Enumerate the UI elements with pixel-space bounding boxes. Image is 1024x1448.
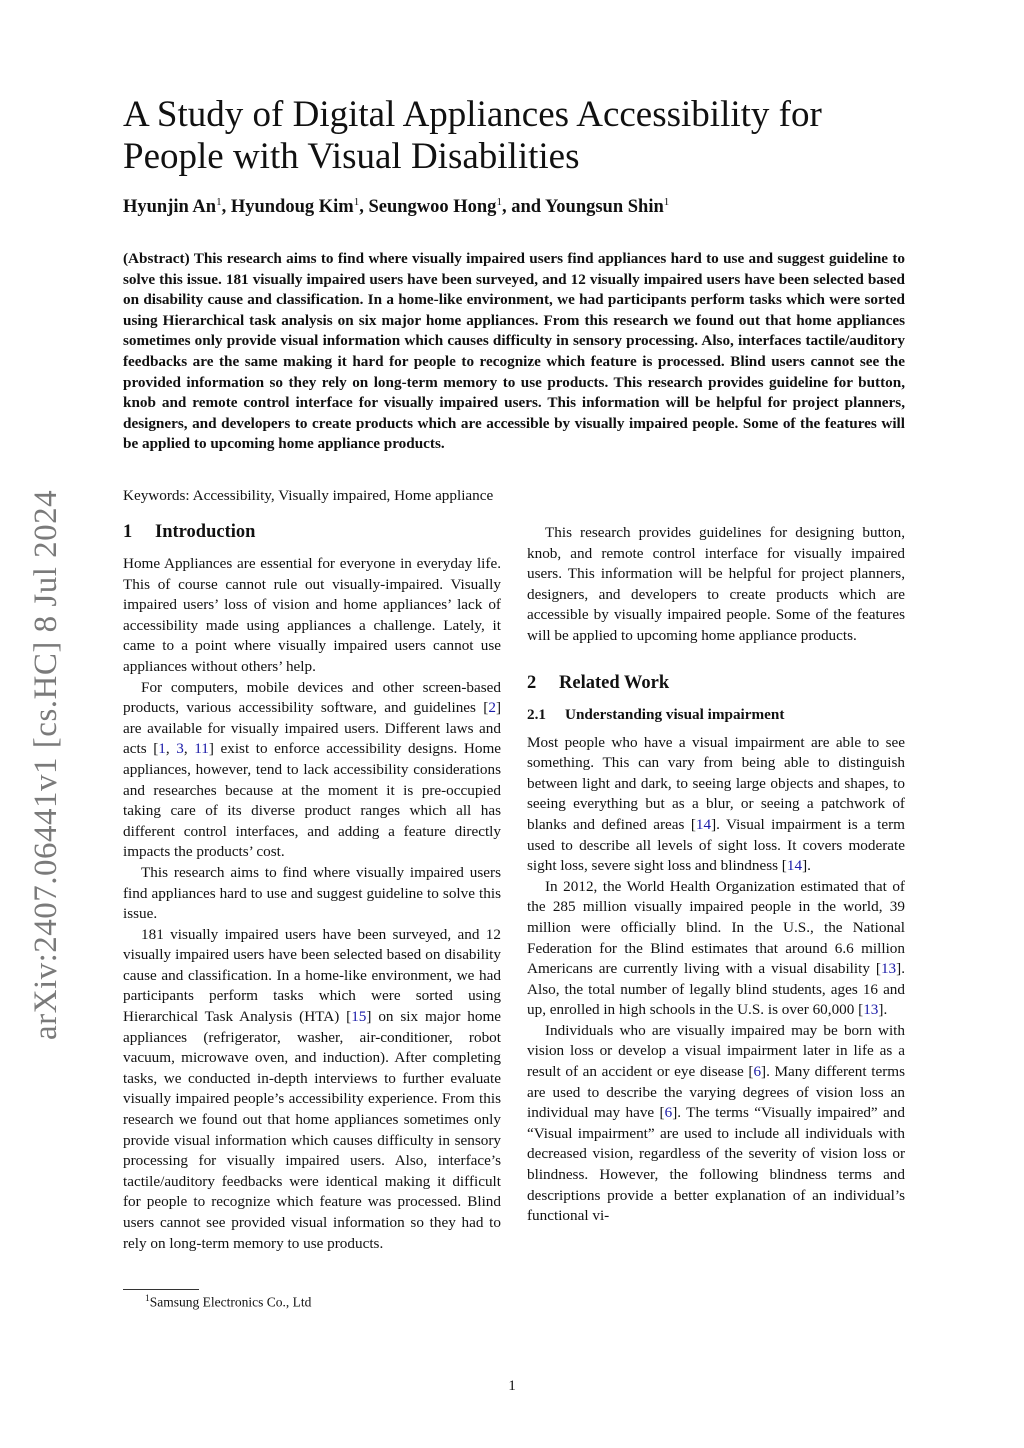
paragraph: This research provides guidelines for designing button, knob, and remote control interface for visually impaired users. This information will be helpful for project planners, designers, and developers to create products which are accessible by visually impaired people. Some of the features will be applied to upcoming home appliance products. — [527, 524, 905, 644]
paper-title: A Study of Digital Appliances Accessibility for People with Visual Disabilities — [123, 94, 822, 177]
citation-link[interactable]: 11 — [194, 740, 209, 758]
paragraph: This research aims to find where visually impaired users find appliances hard to use and suggest guideline to solve this issue. — [123, 863, 501, 923]
paragraph: Home Appliances are essential for everyone in everyday life. This of course cannot rule out visually-impaired. Visually impaired users’ loss of vision and home appliances’ lack of accessibility made using appliances a challenge. Lately, it came to a point where visually impaired users cannot use appliances without others’ help. — [123, 555, 501, 675]
footnote-text: Samsung Electronics Co., Ltd — [149, 1294, 312, 1310]
author-name: Hyunjin An — [123, 197, 217, 218]
subsection-number: 2.1 — [527, 705, 546, 723]
footnote-divider — [123, 1289, 199, 1290]
section-number: 2 — [527, 672, 537, 693]
citation-link[interactable]: 6 — [664, 1104, 673, 1122]
author-name: Youngsun Shin — [544, 197, 664, 218]
section-number: 1 — [123, 522, 133, 542]
section-heading-introduction — [123, 520, 501, 544]
author-name: Hyundoug Kim — [230, 197, 354, 218]
citation-link[interactable]: 13 — [863, 1001, 879, 1019]
left-column — [123, 520, 501, 1254]
section-heading-related-work — [527, 671, 905, 695]
paragraph: In 2012, the World Health Organization estimated that of the 285 million visually impaired people in the world, 39 million were officially blind. In the U.S., the National Federation for the Blind estimates that around 6.6 million Americans are currently living with a visual disability [13]. Also, the total number of legally blind students, ages 16 and up, enrolled in high schools in the U.S. is over 60,000 [13]. — [527, 877, 905, 1019]
paragraph: For computers, mobile devices and other screen-based products, various accessibility software, and guidelines [2] are available for visually impaired users. Different laws and acts [1, 3, 11] exist to enforce accessibility designs. Home appliances, however, tend to lack accessibility considerations and researches because at the moment it is pre-occupied taking care of its diverse product ranges which all has different control interfaces, and adding a feature directly impacts the products’ cost. — [123, 678, 502, 861]
section-title: Related Work — [559, 672, 670, 693]
affiliation-mark: 1 — [663, 196, 670, 208]
citation-link[interactable]: 15 — [351, 1008, 367, 1026]
citation-link[interactable]: 13 — [880, 960, 897, 978]
abstract: (Abstract) This research aims to find where visually impaired users find appliances hard to use and suggest guideline to solve this issue. 181 visually impaired users have been surveyed, and 12 visually impaired users have been selected based on disability cause and classification. In a home-like environment, we had participants perform tasks which were sorted using Hierarchical task analysis on six major home appliances. From this research we found out that home appliances sometimes only provide visual information which causes difficulty in sensory processing. Also, interfaces tactile/auditory feedbacks are the same making it hard for people to recognize which feature is processed. Blind users cannot see the provided information so they rely on long-term memory to use products. This research provides guideline for button, knob and remote control interface for visually impaired users. This information will be helpful for project planners, designers, and developers to create products which are accessible by visually impaired people. Some of the features will be applied to upcoming home appliance products. — [123, 250, 905, 453]
arxiv-identifier: arXiv:2407.06441v1 [cs.HC] 8 Jul 2024 — [28, 489, 64, 1040]
affiliation-mark: 1 — [496, 196, 502, 208]
subsection-title: Understanding visual impairment — [565, 705, 785, 723]
citation-link[interactable]: 2 — [488, 699, 496, 717]
citation-link[interactable]: 3 — [176, 740, 184, 758]
keywords: Keywords: Accessibility, Visually impaired, Home appliance — [123, 487, 494, 504]
paragraph: 181 visually impaired users have been surveyed, and 12 visually impaired users have been selected based on disability cause and classification. In a home-like environment, we had participants perform tasks which were sorted using Hierarchical Task Analysis (HTA) [15] on six major home appliances (refrigerator, washer, air-conditioner, robot vacuum, microwave oven, and induction). After completing tasks, we conducted in-depth interviews to further evaluate visually impaired people’s accessibility experience. From this research we found out that home appliances sometimes only provide visual information which causes difficulty in sensory processing for visually impaired users. Also, interface’s tactile/auditory feedbacks were identical making it difficult for people to recognize which feature was processed. Blind users cannot see provided visual information so they had to rely on long-term memory to use products. — [123, 925, 502, 1252]
citation-link[interactable]: 6 — [753, 1063, 762, 1081]
subsection-heading — [527, 705, 905, 725]
right-column — [527, 523, 905, 1227]
citation-link[interactable]: 14 — [695, 815, 712, 833]
footnote-mark: 1 — [145, 1294, 150, 1304]
page-number: 1 — [508, 1377, 516, 1394]
affiliation-mark: 1 — [216, 196, 222, 208]
section-title: Introduction — [155, 522, 256, 542]
author-name: Seungwoo Hong — [368, 197, 497, 218]
footnote — [145, 1294, 311, 1311]
citation-link[interactable]: 14 — [786, 857, 803, 875]
citation-link[interactable]: 1 — [158, 740, 166, 758]
paragraph: Most people who have a visual impairment are able to see something. This can vary from being able to distinguish between light and dark, to seeing large objects and shapes, to seeing everything but as a blur, or seeing a patchwork of blanks and defined areas [14]. Visual impairment is a term used to describe all levels of sight loss. It covers moderate sight loss, severe sight loss and blindness [14]. — [527, 733, 905, 875]
author-list: Hyunjin An$^1$, Hyundoug Kim$^1$, Seungwoo Hong$^1$, and Youngsun Shin$^1$ — [123, 196, 670, 218]
affiliation-mark: 1 — [353, 196, 360, 208]
paragraph: Individuals who are visually impaired may be born with vision loss or develop a visual impairment later in life as a result of an accident or eye disease [6]. Many different terms are used to describe the varying degrees of vision loss an individual may have [6]. The terms “Visually impaired” and “Visual impairment” are used to include all individuals with decreased vision, regardless of the severity of vision loss or blindness. However, the following blindness terms and descriptions provide a better explanation of an individual’s functional vi- — [527, 1021, 905, 1225]
